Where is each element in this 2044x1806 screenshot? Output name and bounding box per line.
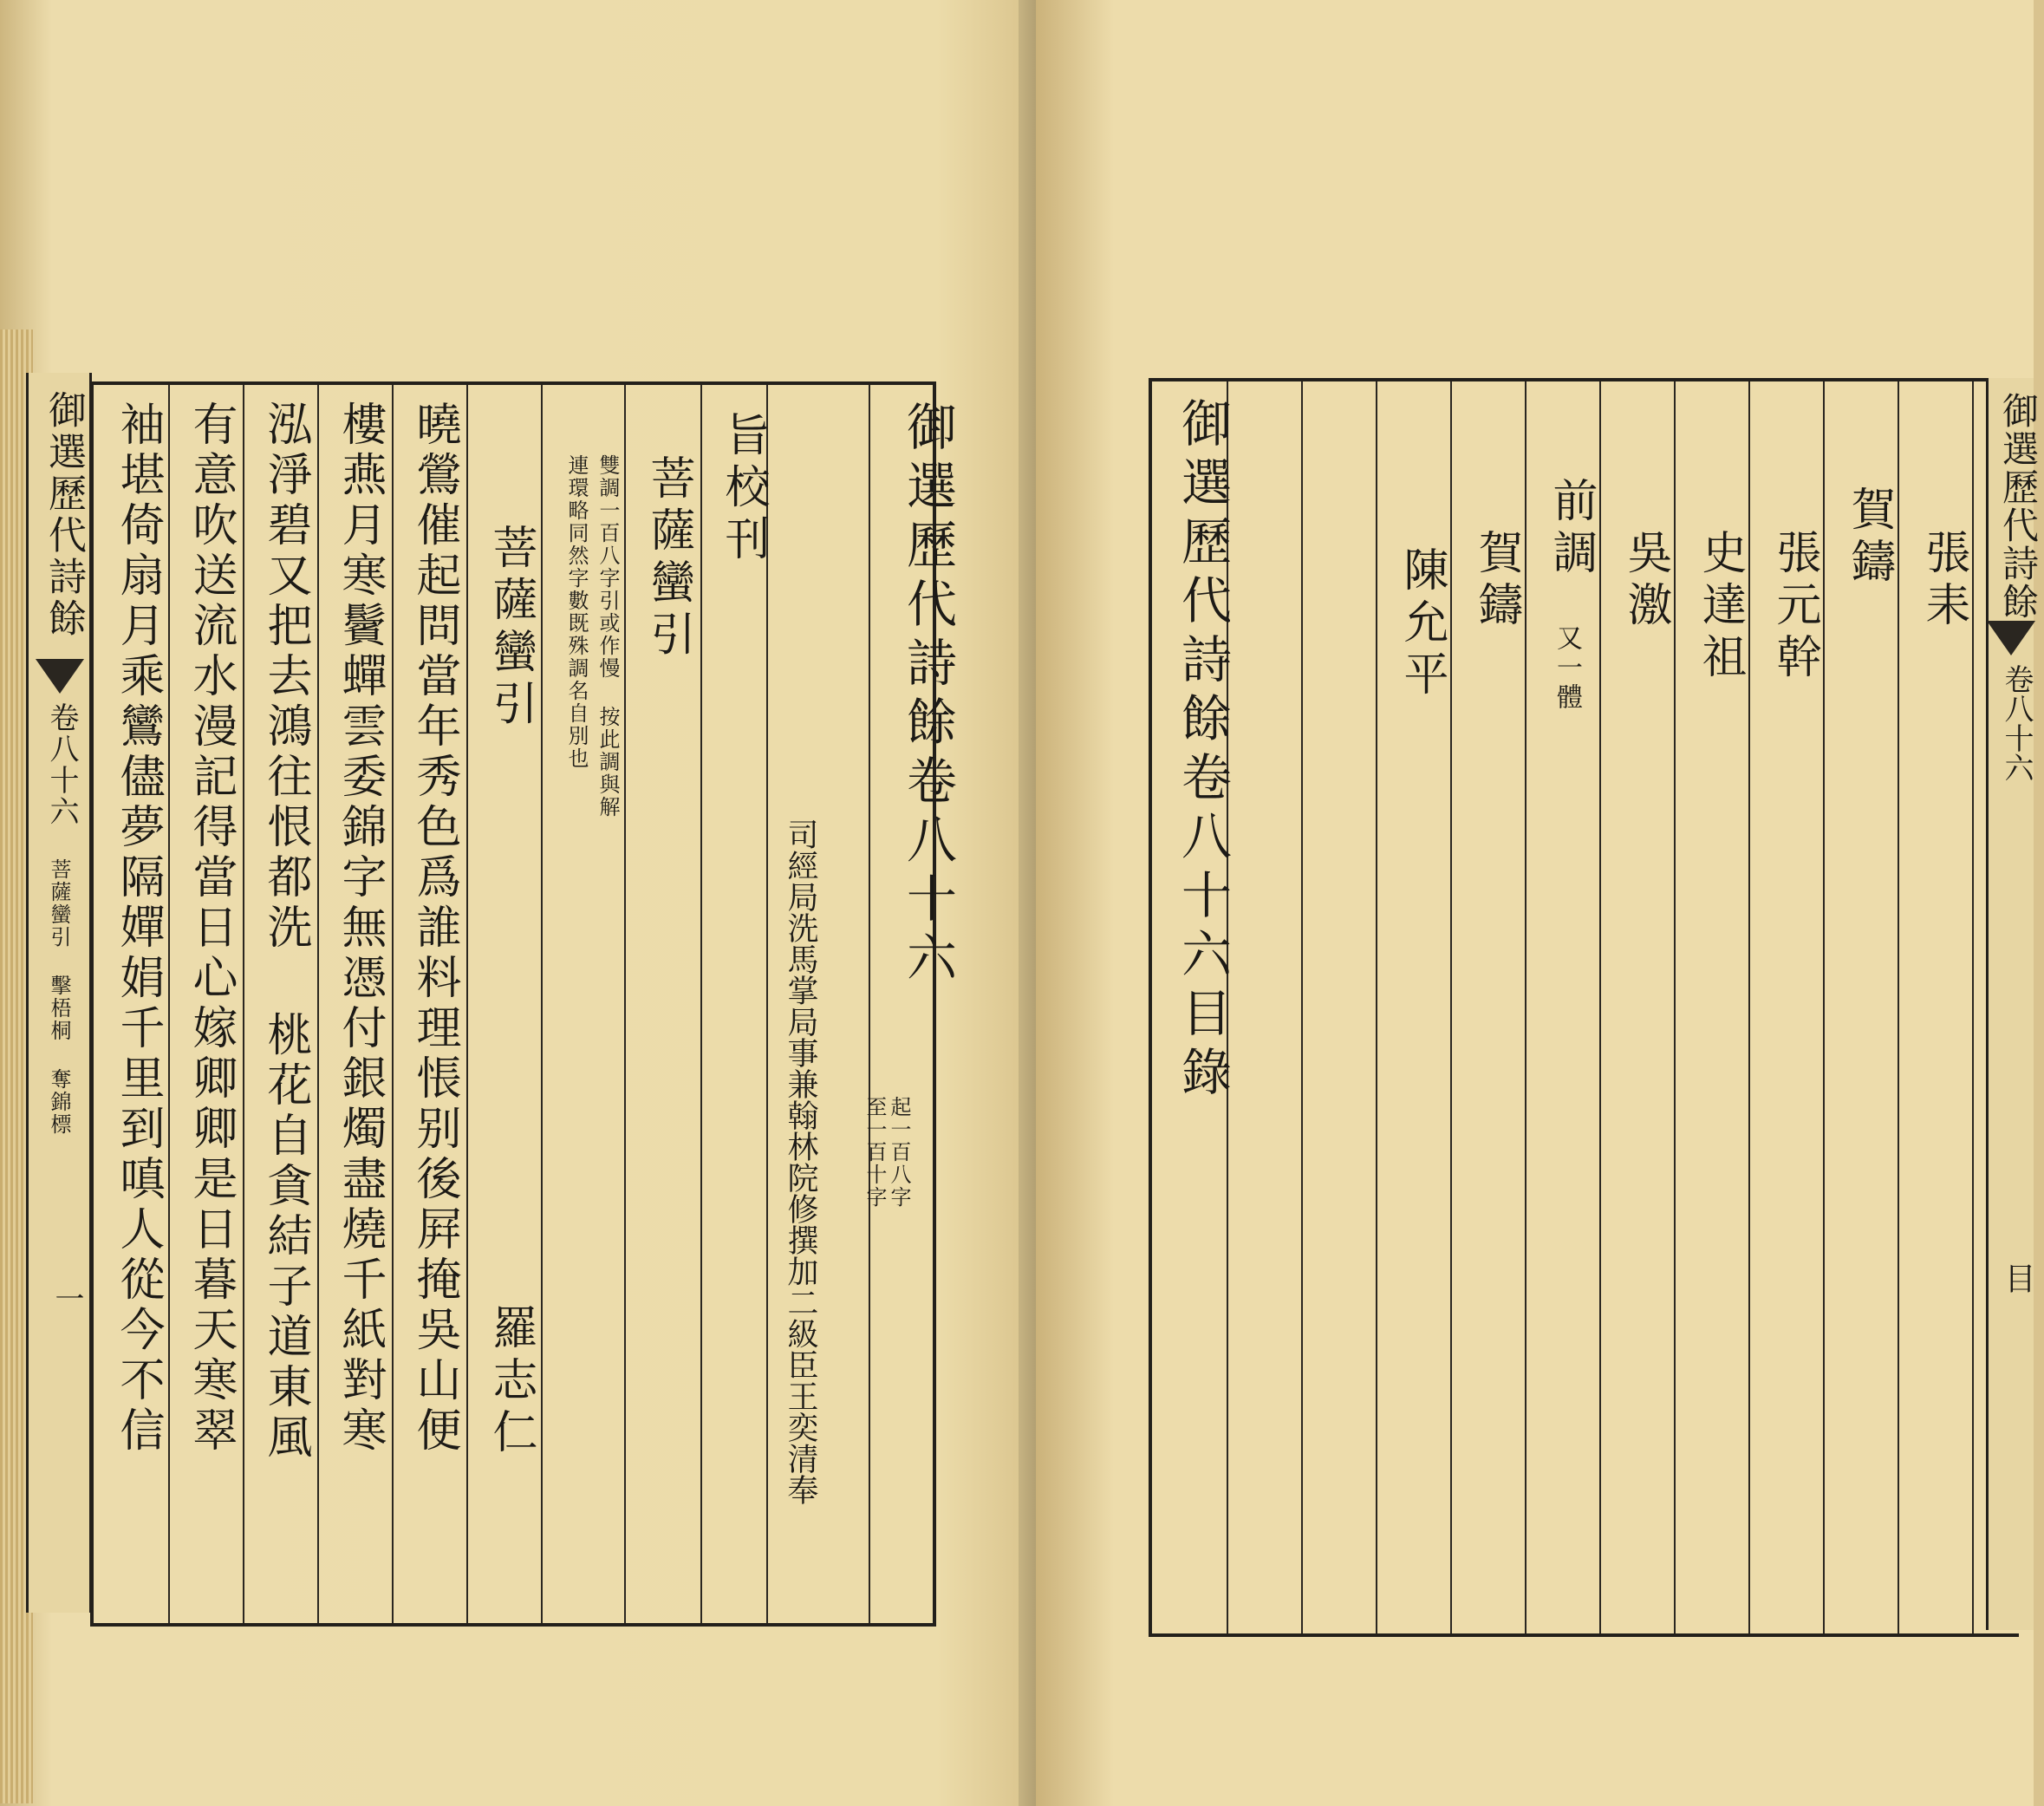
- margin-title: 御選歷代詩餘: [42, 390, 86, 640]
- right-margin-title: 御選歷代詩餘: [1997, 392, 2040, 621]
- right-margin-page-label: 目: [2000, 1262, 2035, 1294]
- right-margin-volume: 卷八十六: [1999, 664, 2034, 782]
- poem-line-4: 有意吹送流水漫記得當日心嫁卿卿是日暮天寒翠: [185, 401, 237, 1457]
- editor-credit: 司經局洗馬掌局事兼翰林院修撰加二級臣王奕清奉: [783, 818, 818, 1505]
- fish-tail-mark: [36, 659, 84, 694]
- tune-note-line-2: 連環略同然字數既殊調名自別也: [564, 454, 589, 770]
- contents-entry-wu-ji: 吳激: [1619, 529, 1671, 633]
- contents-entry-zhang-yuangan: 張元幹: [1768, 529, 1820, 685]
- imperial-order-line: 旨校刊: [717, 411, 769, 567]
- column-rule: [766, 385, 768, 1623]
- contents-entry-chen-yunping: 陳允平: [1396, 546, 1448, 702]
- contents-entry-you-yi-ti: 又一體: [1552, 624, 1582, 713]
- range-note-b: 至一百十字: [863, 1096, 887, 1209]
- poem-line-5: 袖堪倚扇月乘鸞儘夢隔嬋娟千里到嗔人從今不信: [112, 401, 164, 1457]
- tune-title: 菩薩蠻引: [642, 454, 694, 662]
- poem-line-3: 泓淨碧又把去鴻往恨都洗 桃花自貪結子道東風: [259, 401, 311, 1464]
- margin-page-number: 一: [49, 1283, 84, 1313]
- tune-note-line-1: 雙調一百八字引或作慢 按此調與解: [596, 454, 620, 818]
- contents-entry-he-zhu-2: 賀鑄: [1470, 529, 1522, 633]
- fish-tail-mark-right: [1987, 621, 2035, 655]
- poem-tune-title: 菩薩蠻引: [485, 524, 537, 732]
- left-text-frame: [90, 381, 957, 1627]
- margin-volume: 卷八十六: [44, 702, 79, 827]
- contents-entry-zhang-lei: 張耒: [1917, 529, 1969, 633]
- poem-author: 羅志仁: [485, 1304, 537, 1460]
- range-note-a: 起一百八字: [887, 1096, 911, 1209]
- column-rule: [869, 385, 870, 1623]
- right-margin-strip: [1986, 378, 2040, 1630]
- right-page: [1036, 0, 2040, 1806]
- right-text-frame: [1149, 378, 2019, 1637]
- poem-line-1: 曉鶯催起問當年秀色爲誰料理悵别後屛掩吳山便: [408, 401, 460, 1457]
- column-rule: [1301, 381, 1303, 1633]
- column-rule: [1376, 381, 1377, 1633]
- column-rule: [624, 385, 626, 1623]
- margin-contents: 菩薩蠻引 擊梧桐 奪錦標: [47, 858, 71, 1136]
- poem-line-2: 樓燕月寒鬢蟬雲委錦字無憑付銀燭盡燒千紙對寒: [334, 401, 386, 1457]
- contents-entry-shi-dazu: 史達祖: [1694, 529, 1746, 685]
- left-margin-strip: [26, 373, 92, 1613]
- volume-heading: 御選歷代詩餘卷八十六: [898, 401, 957, 990]
- contents-heading: 御選歷代詩餘卷八十六目錄: [1173, 397, 1232, 1105]
- contents-entry-qian-diao: 前調: [1545, 477, 1597, 581]
- contents-entry-he-zhu-1: 賀鑄: [1843, 486, 1895, 590]
